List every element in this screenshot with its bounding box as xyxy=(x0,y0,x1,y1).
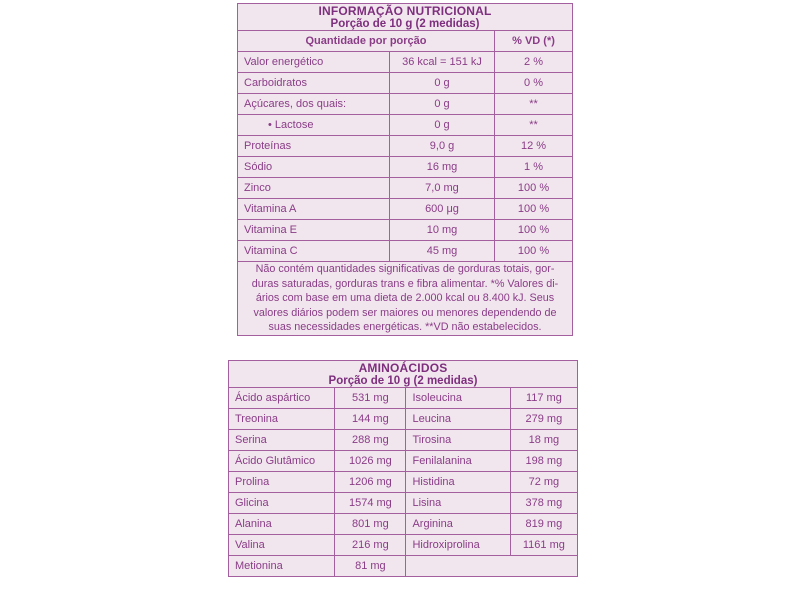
amino-value: 216 mg xyxy=(335,535,406,556)
amino-value: 1026 mg xyxy=(335,451,406,472)
amino-value: 81 mg xyxy=(335,556,406,577)
table-row xyxy=(238,136,573,157)
amino-value: 144 mg xyxy=(335,409,406,430)
amino-table-title: AMINOÁCIDOS xyxy=(358,361,448,375)
amino-value: 801 mg xyxy=(335,514,406,535)
table-row xyxy=(238,94,573,115)
amino-name: Alanina xyxy=(229,514,335,535)
footnote-line: duras saturadas, gorduras trans e fibra alimentar. *% Valores di- xyxy=(251,277,559,290)
amino-name: Arginina xyxy=(406,514,510,535)
footnote-line: valores diários podem ser maiores ou menores dependendo de xyxy=(253,306,557,319)
nutrient-vd: 2 % xyxy=(495,52,573,73)
amino-value: 198 mg xyxy=(510,451,577,472)
table-row xyxy=(238,157,573,178)
nutrient-vd: 100 % xyxy=(495,199,573,220)
table-row xyxy=(238,241,573,262)
footnote-line: suas necessidades energéticas. **VD não estabelecidos. xyxy=(268,321,542,333)
nutrient-name: Carboidratos xyxy=(238,73,390,94)
amino-value: 288 mg xyxy=(335,430,406,451)
nutrition-facts-table xyxy=(237,3,573,336)
nutrient-name: Proteínas xyxy=(238,136,390,157)
amino-name: Hidroxiprolina xyxy=(406,535,510,556)
amino-table-subtitle: Porção de 10 g (2 medidas) xyxy=(328,375,478,387)
table-row xyxy=(229,535,578,556)
amino-name: Tirosina xyxy=(406,430,510,451)
nutrient-quantity: 0 g xyxy=(390,115,495,136)
nutrient-vd: ** xyxy=(495,94,573,115)
nutrient-quantity: 0 g xyxy=(390,94,495,115)
amino-table-header xyxy=(229,361,578,388)
amino-value: 531 mg xyxy=(335,388,406,409)
table-row xyxy=(229,451,578,472)
nutrient-quantity: 0 g xyxy=(390,73,495,94)
table-header-row xyxy=(229,361,578,388)
nutrient-quantity: 10 mg xyxy=(390,220,495,241)
amino-name: Valina xyxy=(229,535,335,556)
nutrient-name: Vitamina C xyxy=(238,241,390,262)
footnote-line: Não contém quantidades significativas de gorduras totais, gor- xyxy=(255,263,555,275)
amino-value: 72 mg xyxy=(510,472,577,493)
amino-value: 1574 mg xyxy=(335,493,406,514)
table-row xyxy=(238,52,573,73)
nutrient-vd: 1 % xyxy=(495,157,573,178)
nutrient-name: Zinco xyxy=(238,178,390,199)
nutrition-table-header xyxy=(238,4,573,31)
nutrient-vd: 100 % xyxy=(495,220,573,241)
footnote-cell xyxy=(238,262,573,336)
amino-name: Ácido Glutâmico xyxy=(229,451,335,472)
nutrient-vd: 12 % xyxy=(495,136,573,157)
nutrient-quantity: 45 mg xyxy=(390,241,495,262)
footnote-row xyxy=(238,262,573,336)
nutrient-vd: 0 % xyxy=(495,73,573,94)
amino-name: Ácido aspártico xyxy=(229,388,335,409)
amino-name: Serina xyxy=(229,430,335,451)
amino-name: Histidina xyxy=(406,472,510,493)
amino-name: Isoleucina xyxy=(406,388,510,409)
table-header-row xyxy=(238,4,573,31)
nutrient-name: Açúcares, dos quais: xyxy=(238,94,390,115)
vd-column-header: % VD (*) xyxy=(495,31,573,52)
nutrient-vd: 100 % xyxy=(495,241,573,262)
nutrient-quantity: 36 kcal = 151 kJ xyxy=(390,52,495,73)
nutrient-name: Vitamina E xyxy=(238,220,390,241)
table-row xyxy=(229,514,578,535)
amino-value: 819 mg xyxy=(510,514,577,535)
amino-value: 18 mg xyxy=(510,430,577,451)
nutrient-name: Valor energético xyxy=(238,52,390,73)
amino-value: 378 mg xyxy=(510,493,577,514)
amino-name: Treonina xyxy=(229,409,335,430)
amino-name: Fenilalanina xyxy=(406,451,510,472)
table-row xyxy=(229,493,578,514)
nutrient-name: • Lactose xyxy=(238,115,390,136)
nutrient-quantity: 9,0 g xyxy=(390,136,495,157)
nutrient-quantity: 600 μg xyxy=(390,199,495,220)
nutrition-table-title: INFORMAÇÃO NUTRICIONAL xyxy=(318,4,492,18)
amino-acids-table xyxy=(228,360,578,577)
table-row xyxy=(229,430,578,451)
table-row xyxy=(229,472,578,493)
nutrient-quantity: 16 mg xyxy=(390,157,495,178)
table-row xyxy=(238,73,573,94)
table-row xyxy=(229,556,578,577)
nutrient-name: Sódio xyxy=(238,157,390,178)
quantity-column-header: Quantidade por porção xyxy=(238,31,495,52)
empty-cell xyxy=(406,556,578,577)
table-row xyxy=(238,178,573,199)
nutrient-vd: ** xyxy=(495,115,573,136)
amino-value: 1206 mg xyxy=(335,472,406,493)
column-header-row xyxy=(238,31,573,52)
amino-value: 1161 mg xyxy=(510,535,577,556)
table-row xyxy=(229,409,578,430)
amino-name: Prolina xyxy=(229,472,335,493)
nutrient-name: Vitamina A xyxy=(238,199,390,220)
amino-name: Metionina xyxy=(229,556,335,577)
table-row xyxy=(238,115,573,136)
table-row xyxy=(229,388,578,409)
amino-value: 279 mg xyxy=(510,409,577,430)
nutrient-quantity: 7,0 mg xyxy=(390,178,495,199)
footnote-line: ários com base em uma dieta de 2.000 kcal ou 8.400 kJ. Seus xyxy=(255,292,555,304)
table-row xyxy=(238,199,573,220)
amino-value: 117 mg xyxy=(510,388,577,409)
amino-name: Glicina xyxy=(229,493,335,514)
amino-name: Lisina xyxy=(406,493,510,514)
amino-name: Leucina xyxy=(406,409,510,430)
nutrient-vd: 100 % xyxy=(495,178,573,199)
nutrition-table-subtitle: Porção de 10 g (2 medidas) xyxy=(330,18,480,30)
table-row xyxy=(238,220,573,241)
